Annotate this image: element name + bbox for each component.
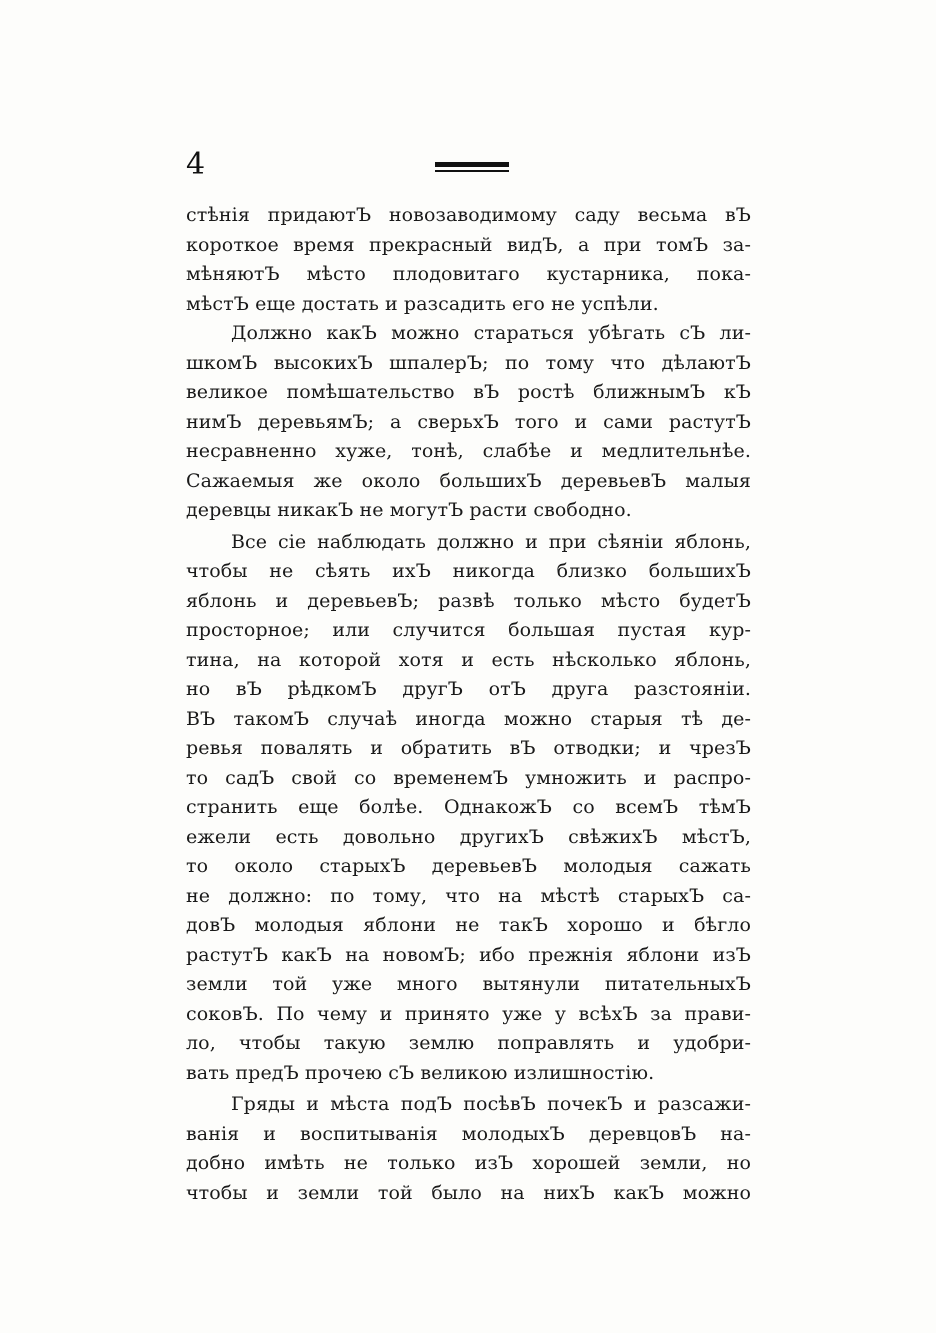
text-line: ванія и воспитыванія молодыхЪ деревцовЪ на-	[186, 1122, 751, 1145]
text-line: растутЪ какЪ на новомЪ; ибо прежнія яблони изЪ	[186, 943, 751, 966]
text-line: шкомЪ высокихЪ шпалерЪ; по тому что дѣлаютЪ	[186, 351, 751, 374]
text-line: чтобы и земли той было на нихЪ какЪ можно	[186, 1181, 751, 1204]
body-text	[186, 201, 751, 1208]
rule-thin-bar	[435, 170, 509, 172]
text-line: нимЪ деревьямЪ; а сверьхЪ того и сами растутЪ	[186, 410, 751, 433]
text-line: не должно: по тому, что на мѣстѣ старыхЪ са-	[186, 884, 751, 907]
text-line: соковЪ. По чему и принято уже у всѣхЪ за прави-	[186, 1002, 751, 1025]
text-line: то около старыхЪ деревьевЪ молодыя сажать	[186, 855, 751, 877]
text-line: деревцы никакЪ не могутЪ расти свободно.	[186, 499, 632, 521]
text-line: ежели есть довольно другихЪ свѣжихЪ мѣстЪ,	[186, 825, 751, 848]
text-line: просторное; или случится большая пустая кур-	[186, 619, 751, 641]
text-line: довЪ молодыя яблони не такЪ хорошо и бѣгло	[186, 914, 751, 936]
rule-thick-bar	[435, 162, 509, 167]
text-line: Должно какЪ можно стараться убѣгать сЪ ли-	[231, 322, 751, 344]
text-line: но вЪ рѣдкомЪ другЪ отЪ друга разстояніи.	[186, 678, 751, 700]
header-ornament-rule	[435, 160, 509, 174]
text-line: великое помѣшательство вЪ ростѣ ближнымЪ кЪ	[186, 381, 751, 403]
text-line: то садЪ свой со временемЪ умножить и распро-	[186, 766, 751, 789]
text-line: добно имѣть не только изЪ хорошей земли, но	[186, 1152, 751, 1174]
text-line: странить еще болѣе. ОднакожЪ со всемЪ тѣмЪ	[186, 796, 751, 818]
text-line: Сажаемыя же около большихЪ деревьевЪ малыя	[186, 469, 751, 492]
text-line: стѣнія придаютЪ новозаводимому саду весьма вЪ	[186, 204, 751, 226]
text-line: чтобы не сѣять ихЪ никогда близко большихЪ	[186, 560, 751, 582]
page-number: 4	[186, 147, 206, 182]
text-line: ВЪ такомЪ случаѣ иногда можно старыя тѣ де-	[186, 707, 751, 730]
text-line: мѣняютЪ мѣсто плодовитаго кустарника, пока-	[186, 263, 751, 285]
text-line: ло, чтобы такую землю поправлять и удобри-	[186, 1032, 751, 1054]
text-line: короткое время прекрасный видЪ, а при томЪ за-	[186, 233, 751, 256]
text-line: Все сіе наблюдать должно и при сѣяніи яблонь,	[231, 530, 751, 553]
text-line: вать предЪ прочею сЪ великою излишностію.	[186, 1061, 655, 1084]
text-line: Гряды и мѣста подЪ посѣвЪ почекЪ и разсажи-	[231, 1093, 751, 1115]
text-line: яблонь и деревьевЪ; развѣ только мѣсто будетЪ	[186, 589, 751, 612]
text-line: мѣстЪ еще достать и разсадить его не успѣли.	[186, 292, 659, 315]
text-line: несравненно хуже, тонѣ, слабѣе и медлительнѣе.	[186, 440, 751, 462]
text-line: земли той уже много вытянули питательныхЪ	[186, 973, 751, 995]
text-line: тина, на которой хотя и есть нѣсколько яблонь,	[186, 648, 751, 671]
text-line: ревья повалять и обратить вЪ отводки; и чрезЪ	[186, 737, 751, 759]
